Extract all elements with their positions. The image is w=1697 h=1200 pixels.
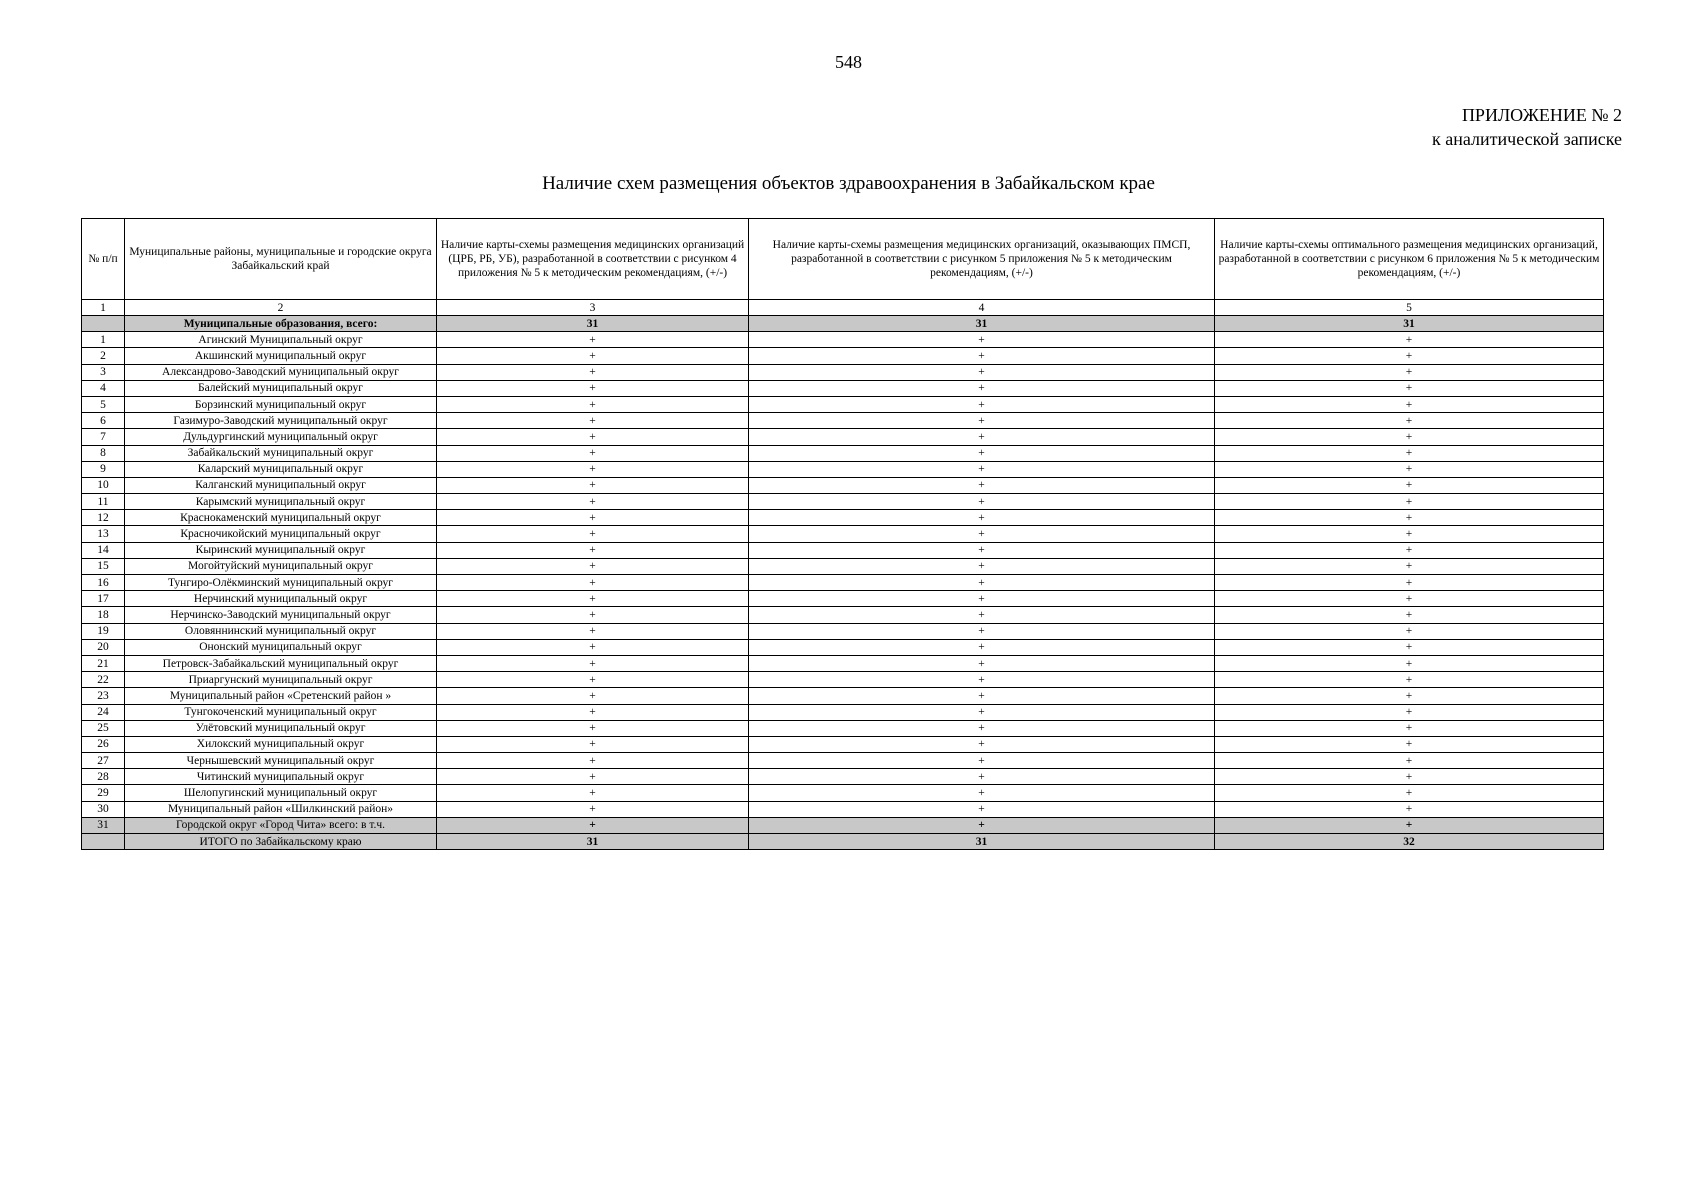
row-value-col3: +	[437, 429, 749, 445]
row-value-col4: +	[749, 461, 1215, 477]
row-number: 4	[82, 380, 125, 396]
row-value-col5: 31	[1215, 316, 1604, 332]
row-municipality: Калганский муниципальный округ	[125, 477, 437, 493]
row-number: 27	[82, 753, 125, 769]
row-value-col5: +	[1215, 817, 1604, 833]
table-row	[82, 558, 1604, 574]
summary-row	[82, 316, 1604, 332]
table-row	[82, 332, 1604, 348]
table-row	[82, 672, 1604, 688]
row-value-col5: +	[1215, 396, 1604, 412]
row-municipality: Хилокский муниципальный округ	[125, 736, 437, 752]
row-value-col4: +	[749, 429, 1215, 445]
row-number: 5	[82, 396, 125, 412]
row-value-col5: +	[1215, 348, 1604, 364]
row-value-col5: +	[1215, 801, 1604, 817]
row-number: 10	[82, 477, 125, 493]
row-municipality: Читинский муниципальный округ	[125, 769, 437, 785]
table-row	[82, 623, 1604, 639]
row-value-col4: +	[749, 688, 1215, 704]
row-municipality: Краснокаменский муниципальный округ	[125, 510, 437, 526]
row-municipality: Оловяннинский муниципальный округ	[125, 623, 437, 639]
table-column-numbers-row	[82, 300, 1604, 316]
header-scheme-pmsp: Наличие карты-схемы размещения медицинских организаций, оказывающих ПМСП, разработанной в соответствии с рисунком 5 приложения № 5 к методическим рекомендациям, (+/-)	[749, 219, 1215, 300]
row-value-col3: +	[437, 688, 749, 704]
row-number: 2	[82, 348, 125, 364]
table-row	[82, 494, 1604, 510]
row-value-col5: +	[1215, 785, 1604, 801]
row-municipality: Приаргунский муниципальный округ	[125, 672, 437, 688]
row-number: 11	[82, 494, 125, 510]
row-number: 30	[82, 801, 125, 817]
row-value-col5: +	[1215, 461, 1604, 477]
row-municipality: Нерчинский муниципальный округ	[125, 591, 437, 607]
row-municipality: ИТОГО по Забайкальскому краю	[125, 834, 437, 850]
table-row	[82, 688, 1604, 704]
row-value-col4: +	[749, 623, 1215, 639]
row-municipality: Муниципальный район «Шилкинский район»	[125, 801, 437, 817]
row-number: 9	[82, 461, 125, 477]
row-value-col3: +	[437, 494, 749, 510]
column-number: 4	[749, 300, 1215, 316]
row-value-col5: +	[1215, 558, 1604, 574]
total-row	[82, 834, 1604, 850]
row-value-col4: 31	[749, 834, 1215, 850]
row-number: 25	[82, 720, 125, 736]
column-number: 2	[125, 300, 437, 316]
row-value-col4: +	[749, 332, 1215, 348]
row-value-col3: 31	[437, 834, 749, 850]
table-row	[82, 769, 1604, 785]
row-number: 20	[82, 639, 125, 655]
row-number: 17	[82, 591, 125, 607]
column-number: 5	[1215, 300, 1604, 316]
row-municipality: Александрово-Заводский муниципальный округ	[125, 364, 437, 380]
row-municipality: Дульдургинский муниципальный округ	[125, 429, 437, 445]
row-value-col5: +	[1215, 494, 1604, 510]
row-value-col4: +	[749, 445, 1215, 461]
row-value-col3: +	[437, 753, 749, 769]
row-value-col4: +	[749, 494, 1215, 510]
row-value-col4: +	[749, 639, 1215, 655]
row-value-col5: +	[1215, 639, 1604, 655]
row-value-col4: +	[749, 655, 1215, 671]
row-value-col4: +	[749, 607, 1215, 623]
table-row	[82, 785, 1604, 801]
header-scheme-crb: Наличие карты-схемы размещения медицинских организаций (ЦРБ, РБ, УБ), разработанной в соответствии с рисунком 4 приложения № 5 к методическим рекомендациям, (+/-)	[437, 219, 749, 300]
row-value-col3: +	[437, 332, 749, 348]
row-municipality: Могойтуйский муниципальный округ	[125, 558, 437, 574]
row-value-col5: +	[1215, 655, 1604, 671]
row-value-col5: +	[1215, 445, 1604, 461]
row-value-col4: +	[749, 558, 1215, 574]
row-number: 22	[82, 672, 125, 688]
row-number: 23	[82, 688, 125, 704]
row-value-col3: +	[437, 655, 749, 671]
row-value-col4: +	[749, 785, 1215, 801]
row-value-col5: +	[1215, 380, 1604, 396]
row-value-col4: 31	[749, 316, 1215, 332]
row-value-col3: +	[437, 510, 749, 526]
row-number: 16	[82, 575, 125, 591]
row-value-col5: +	[1215, 623, 1604, 639]
row-municipality: Забайкальский муниципальный округ	[125, 445, 437, 461]
row-value-col3: +	[437, 639, 749, 655]
row-number: 18	[82, 607, 125, 623]
row-number: 12	[82, 510, 125, 526]
table-row	[82, 801, 1604, 817]
row-value-col5: +	[1215, 413, 1604, 429]
row-number: 8	[82, 445, 125, 461]
row-value-col5: +	[1215, 672, 1604, 688]
row-municipality: Муниципальные образования, всего:	[125, 316, 437, 332]
table-row	[82, 445, 1604, 461]
row-municipality: Агинский Муниципальный округ	[125, 332, 437, 348]
row-municipality: Тунгокоченский муниципальный округ	[125, 704, 437, 720]
row-value-col5: +	[1215, 477, 1604, 493]
row-value-col3: +	[437, 542, 749, 558]
table-row	[82, 380, 1604, 396]
table-row	[82, 704, 1604, 720]
row-value-col4: +	[749, 801, 1215, 817]
table-row	[82, 655, 1604, 671]
row-value-col3: 31	[437, 316, 749, 332]
appendix-line-2: к аналитической записке	[1432, 129, 1622, 149]
row-value-col5: +	[1215, 364, 1604, 380]
row-value-col4: +	[749, 526, 1215, 542]
row-value-col4: +	[749, 477, 1215, 493]
row-value-col5: 32	[1215, 834, 1604, 850]
row-value-col5: +	[1215, 575, 1604, 591]
row-value-col3: +	[437, 720, 749, 736]
table-row	[82, 753, 1604, 769]
row-value-col5: +	[1215, 720, 1604, 736]
row-value-col5: +	[1215, 510, 1604, 526]
table-row	[82, 720, 1604, 736]
row-value-col4: +	[749, 591, 1215, 607]
row-value-col4: +	[749, 575, 1215, 591]
table-row	[82, 413, 1604, 429]
row-number: 29	[82, 785, 125, 801]
row-municipality: Акшинский муниципальный округ	[125, 348, 437, 364]
row-number: 21	[82, 655, 125, 671]
row-municipality: Улётовский муниципальный округ	[125, 720, 437, 736]
row-value-col5: +	[1215, 769, 1604, 785]
row-municipality: Красночикойский муниципальный округ	[125, 526, 437, 542]
row-value-col3: +	[437, 575, 749, 591]
row-value-col3: +	[437, 785, 749, 801]
row-value-col4: +	[749, 769, 1215, 785]
row-value-col5: +	[1215, 607, 1604, 623]
row-value-col5: +	[1215, 332, 1604, 348]
table-row	[82, 429, 1604, 445]
row-number: 15	[82, 558, 125, 574]
row-value-col3: +	[437, 445, 749, 461]
table-row	[82, 575, 1604, 591]
row-municipality: Балейский муниципальный округ	[125, 380, 437, 396]
row-value-col5: +	[1215, 736, 1604, 752]
row-value-col3: +	[437, 672, 749, 688]
column-number: 1	[82, 300, 125, 316]
row-value-col5: +	[1215, 429, 1604, 445]
row-municipality: Кыринский муниципальный округ	[125, 542, 437, 558]
row-value-col3: +	[437, 477, 749, 493]
row-value-col4: +	[749, 380, 1215, 396]
row-number: 19	[82, 623, 125, 639]
row-municipality: Городской округ «Город Чита» всего: в т.ч.	[125, 817, 437, 833]
row-value-col3: +	[437, 801, 749, 817]
row-value-col4: +	[749, 364, 1215, 380]
row-number: 7	[82, 429, 125, 445]
row-value-col5: +	[1215, 542, 1604, 558]
table-row	[82, 542, 1604, 558]
row-municipality: Борзинский муниципальный округ	[125, 396, 437, 412]
row-municipality: Чернышевский муниципальный округ	[125, 753, 437, 769]
row-value-col3: +	[437, 348, 749, 364]
row-value-col3: +	[437, 526, 749, 542]
row-municipality: Тунгиро-Олёкминский муниципальный округ	[125, 575, 437, 591]
row-number: 3	[82, 364, 125, 380]
row-municipality: Шелопугинский муниципальный округ	[125, 785, 437, 801]
row-value-col5: +	[1215, 704, 1604, 720]
row-number: 26	[82, 736, 125, 752]
row-value-col4: +	[749, 817, 1215, 833]
document-title: Наличие схем размещения объектов здравоохранения в Забайкальском крае	[542, 173, 1155, 194]
appendix-line-1: ПРИЛОЖЕНИЕ № 2	[1461, 105, 1622, 125]
row-number: 31	[82, 817, 125, 833]
row-municipality: Газимуро-Заводский муниципальный округ	[125, 413, 437, 429]
appendix-label	[1432, 103, 1622, 151]
table-row	[82, 348, 1604, 364]
row-municipality: Каларский муниципальный округ	[125, 461, 437, 477]
row-value-col3: +	[437, 817, 749, 833]
row-value-col3: +	[437, 607, 749, 623]
city-row	[82, 817, 1604, 833]
row-value-col5: +	[1215, 753, 1604, 769]
row-value-col3: +	[437, 769, 749, 785]
row-value-col3: +	[437, 591, 749, 607]
table-row	[82, 510, 1604, 526]
table-row	[82, 607, 1604, 623]
row-value-col5: +	[1215, 591, 1604, 607]
row-value-col3: +	[437, 736, 749, 752]
health-facility-schemes-table	[81, 218, 1604, 850]
row-value-col4: +	[749, 720, 1215, 736]
row-number: 6	[82, 413, 125, 429]
header-number: № п/п	[82, 219, 125, 300]
row-number: 24	[82, 704, 125, 720]
column-number: 3	[437, 300, 749, 316]
table-row	[82, 396, 1604, 412]
row-value-col3: +	[437, 364, 749, 380]
table-row	[82, 526, 1604, 542]
row-value-col3: +	[437, 704, 749, 720]
row-number: 14	[82, 542, 125, 558]
table-row	[82, 736, 1604, 752]
row-municipality: Муниципальный район «Сретенский район »	[125, 688, 437, 704]
row-value-col4: +	[749, 542, 1215, 558]
table-row	[82, 639, 1604, 655]
header-scheme-optimal: Наличие карты-схемы оптимального размещения медицинских организаций, разработанной в соответствии с рисунком 6 приложения № 5 к методическим рекомендациям, (+/-)	[1215, 219, 1604, 300]
page-number: 548	[835, 52, 862, 72]
table-row	[82, 477, 1604, 493]
header-municipality: Муниципальные районы, муниципальные и городские округа Забайкальский край	[125, 219, 437, 300]
row-value-col4: +	[749, 413, 1215, 429]
row-value-col4: +	[749, 736, 1215, 752]
row-value-col4: +	[749, 672, 1215, 688]
row-value-col4: +	[749, 396, 1215, 412]
row-municipality: Нерчинско-Заводский муниципальный округ	[125, 607, 437, 623]
row-value-col3: +	[437, 623, 749, 639]
row-municipality: Петровск-Забайкальский муниципальный округ	[125, 655, 437, 671]
row-municipality: Карымский муниципальный округ	[125, 494, 437, 510]
row-value-col3: +	[437, 380, 749, 396]
table-row	[82, 364, 1604, 380]
row-number: 13	[82, 526, 125, 542]
table-row	[82, 591, 1604, 607]
row-value-col3: +	[437, 413, 749, 429]
row-municipality: Ононский муниципальный округ	[125, 639, 437, 655]
row-value-col4: +	[749, 510, 1215, 526]
row-value-col4: +	[749, 753, 1215, 769]
row-number: 28	[82, 769, 125, 785]
row-number: 1	[82, 332, 125, 348]
row-value-col3: +	[437, 396, 749, 412]
row-value-col4: +	[749, 348, 1215, 364]
row-number	[82, 316, 125, 332]
row-value-col3: +	[437, 558, 749, 574]
row-number	[82, 834, 125, 850]
row-value-col5: +	[1215, 526, 1604, 542]
table-row	[82, 461, 1604, 477]
row-value-col4: +	[749, 704, 1215, 720]
table-header-row	[82, 219, 1604, 300]
row-value-col5: +	[1215, 688, 1604, 704]
row-value-col3: +	[437, 461, 749, 477]
